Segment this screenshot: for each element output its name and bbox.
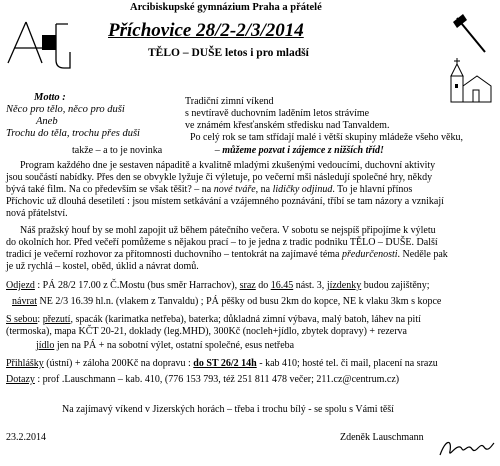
program-text: , na <box>255 184 271 195</box>
group-line: Náš pražský houf by se mohl zapojit už během pátečního večera. V sobotu se nejspíš připojíme k výletu <box>20 225 436 236</box>
food-label: jídlo <box>36 340 55 351</box>
axe-icon <box>449 12 493 61</box>
meeting-label: sraz <box>239 280 256 291</box>
slippers-label: přezutí <box>42 314 71 325</box>
signup-line <box>6 358 438 370</box>
document-date: 23.2.2014 <box>6 432 46 443</box>
departure-line <box>6 280 430 292</box>
motto-line: Aneb <box>36 116 58 127</box>
return-line <box>12 296 441 308</box>
signature-name: Zdeněk Lauschmann <box>340 432 424 443</box>
signup-text: (ústní) + záloha 200Kč na dopravu : <box>46 358 191 369</box>
program-line: Program každého dne je sestaven nápaditě a kvalitně mladými zkušenými vedoucími, duchovní aktivity <box>20 160 436 171</box>
program-emphasis: nové tváře <box>213 184 256 195</box>
return-text: NE 2/3 16.39 hl.n. (vlakem z Tanvaldu) ; PÁ pěšky od busu 2km do kopce, NE k vlaku 3km s kopce <box>39 296 442 307</box>
intro-line: ve známém křesťanském středisku nad Tanvaldem. <box>185 120 390 131</box>
return-label: návrat <box>12 296 37 307</box>
departure-label: Odjezd <box>6 280 35 291</box>
intro-line <box>72 145 384 157</box>
signup-text: - kab 410; hosté tel. či mail, placení na srazu <box>259 358 438 369</box>
novelty-text: takže – a to je novinka <box>72 145 163 156</box>
meeting-time: 16.45 <box>270 280 294 291</box>
topic-emphasis: předurčenosti <box>342 249 398 260</box>
handwritten-signature <box>436 435 496 466</box>
departure-text: budou zajištěny; <box>363 280 430 291</box>
motto-line: Trochu do těla, trochu přes duši <box>6 128 140 139</box>
school-name: Arcibiskupské gymnázium Praha a přátelé <box>130 2 322 13</box>
program-emphasis: lidičky odjinud <box>272 184 333 195</box>
event-subtitle: TĚLO – DUŠE letos i pro mladší <box>148 47 309 59</box>
motto-line: Něco pro tělo, něco pro duši <box>6 104 125 115</box>
closing-line: Na zajímavý víkend v Jizerských horách – třeba i trochu bílý - se spolu s Vámi těší <box>62 404 394 415</box>
signup-deadline: do ST 26/2 14h <box>193 358 257 369</box>
program-line <box>6 184 412 196</box>
school-logo <box>4 16 76 83</box>
program-line: jsou součástí nabídky. Přes den se obvykle lyžuje či výletuje, po večerní mši následují společné hry, někdy <box>6 172 433 183</box>
program-text: . To je hlavní přínos <box>332 184 413 195</box>
signup-label: Přihlášky <box>6 358 44 369</box>
contact-label: Dotazy <box>6 374 35 385</box>
tickets-label: jízdenky <box>326 280 362 291</box>
group-line: je už rychlá – kostel, oběd, úklid a návrat domů. <box>6 261 199 272</box>
departure-text: : PÁ 28/2 17.00 z Č.Mostu (bus směr Harrachov), <box>37 280 238 291</box>
intro-line: s nevtíravě duchovním laděním letos strávíme <box>185 108 370 119</box>
contact-text: : prof .Lauschmann – kab. 410, (776 153 793, též 251 811 478 večer; 211.cz@centrum.cz) <box>37 374 400 385</box>
packing-text: , spacák (karimatka netřeba), baterka; důkladná zimní výbava, malý batoh, láhev na pití <box>70 314 421 325</box>
group-line: do okolních hor. Před večeří pomůžeme s nějakou prací – to je jedna z tradic podniku TĚLO – DUŠE. Další <box>6 237 438 248</box>
packing-line <box>6 314 421 326</box>
program-line: nová přátelství. <box>6 208 68 219</box>
intro-line: Tradiční zimní víkend <box>185 96 274 107</box>
packing-text: : <box>37 314 41 325</box>
packing-label: S sebou <box>6 314 38 325</box>
packing-line <box>36 340 294 352</box>
packing-text: jen na PÁ + na sobotní výlet, ostatní společné, esus netřeba <box>56 340 295 351</box>
intro-line: Po celý rok se tam střídají malé i větší skupiny mládeže všeho věku, <box>190 132 463 143</box>
departure-text: nást. 3, <box>295 280 325 291</box>
invitation-highlight: můžeme pozvat i zájemce z nižších tříd! <box>222 145 384 156</box>
group-text: . Neděle pak <box>397 249 448 260</box>
dash: – <box>214 145 220 156</box>
motto-heading: Motto : <box>34 92 66 103</box>
departure-text: do <box>258 280 269 291</box>
packing-line: (termoska), mapa KČT 20-21, doklady (leg.MHD), 300Kč (nocleh+jídlo, zbytek dopravy) + rezerva <box>6 326 407 337</box>
program-line: Příchovic už dlouhá desetiletí : jsou místem setkávání a vzájemného poznávání, tříbí se tam názory a vznikají <box>6 196 444 207</box>
church-icon <box>449 56 495 111</box>
event-title: Příchovice 28/2-2/3/2014 <box>108 20 304 41</box>
group-text: tradicí je večerní rozhovor za přítomnosti duchovního – tentokrát na zajímavé téma <box>6 249 340 260</box>
group-line <box>6 249 448 261</box>
program-text: bývá také film. Na co především se však těšit? – na <box>6 184 212 195</box>
contact-line <box>6 374 399 386</box>
